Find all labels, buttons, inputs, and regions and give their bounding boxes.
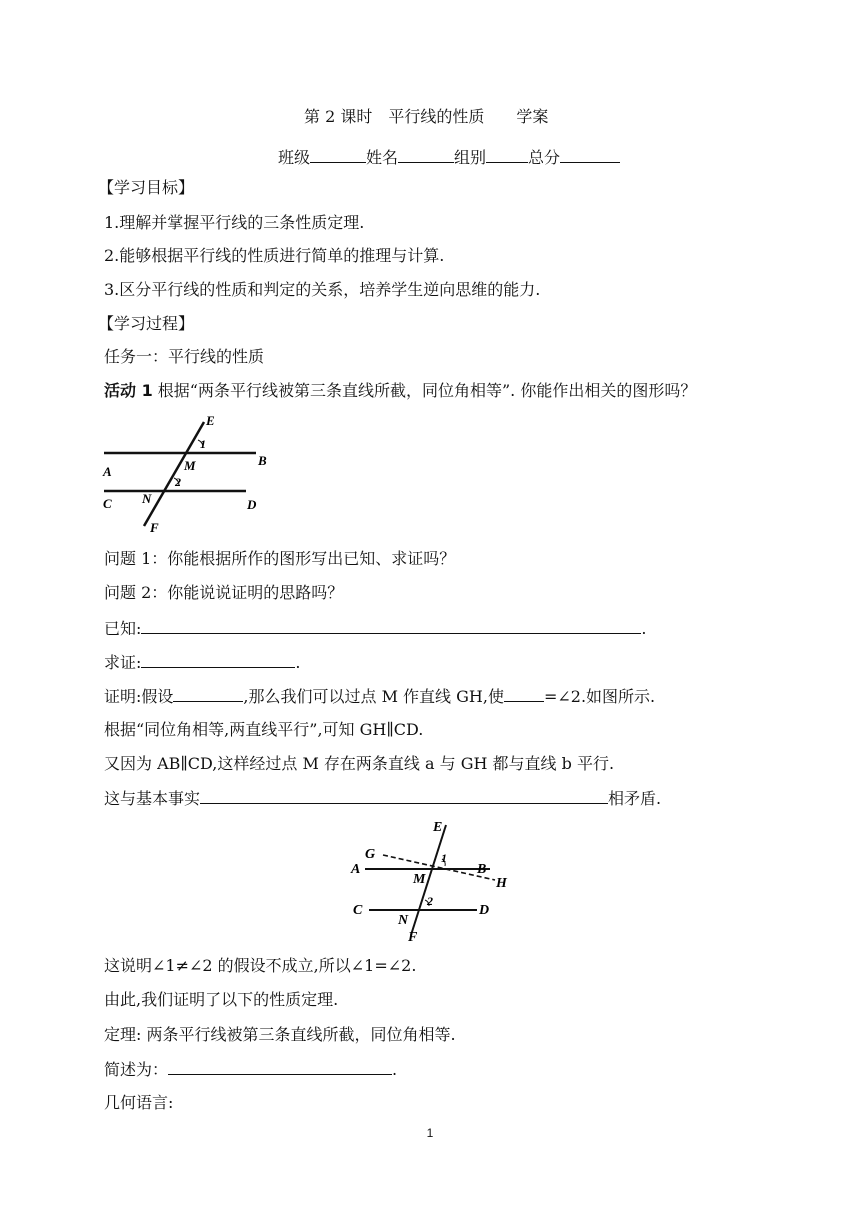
proof-line-2: 根据“同位角相等,两直线平行”,可知 GH∥CD.	[104, 720, 424, 739]
label-D2: D	[479, 903, 490, 918]
activity-label: 活动 1	[104, 381, 153, 400]
basic-fact-blank	[200, 787, 608, 804]
conclusion-line: 这说明∠1≠∠2 的假设不成立,所以∠1=∠2.	[104, 956, 417, 975]
activity-text: 根据“两条平行线被第三条直线所截，同位角相等”. 你能作出相关的图形吗？	[152, 381, 697, 400]
theorem-intro: 由此,我们证明了以下的性质定理.	[104, 990, 339, 1009]
proof-line-4	[104, 787, 661, 810]
brief-blank	[168, 1058, 392, 1075]
process-heading: 【学习过程】	[98, 314, 195, 333]
label-B2: B	[477, 862, 487, 877]
label-C: C	[103, 496, 112, 511]
label-N2: N	[398, 913, 409, 928]
prove-end: .	[295, 653, 301, 672]
label-F: F	[150, 520, 159, 535]
figure-2	[345, 815, 525, 945]
label-G2: G	[365, 847, 376, 862]
question-2: 问题 2：你能说说证明的思路吗？	[104, 583, 344, 602]
score-label: 总分	[528, 148, 561, 167]
proof-end: =∠2.如图所示.	[543, 687, 656, 706]
label-A: A	[103, 464, 112, 479]
label-2: 2	[175, 475, 181, 489]
objective-1: 1.理解并掌握平行线的三条性质定理.	[104, 213, 365, 232]
known-end: .	[641, 619, 647, 638]
label-C2: C	[353, 903, 363, 918]
angle-blank	[504, 685, 544, 702]
label-F2: F	[408, 930, 418, 945]
brief-end: .	[392, 1060, 398, 1079]
label-A2: A	[351, 862, 361, 877]
label-N: N	[142, 491, 152, 506]
known-line	[104, 617, 647, 640]
proof-line-3: 又因为 AB∥CD,这样经过点 M 存在两条直线 a 与 GH 都与直线 b 平行.	[104, 754, 615, 773]
prove-blank	[141, 651, 295, 668]
contradiction-end: 相矛盾.	[608, 789, 662, 808]
contradiction-start: 这与基本事实	[104, 789, 201, 808]
info-line	[278, 146, 620, 169]
question-1: 问题 1：你能根据所作的图形写出已知、求证吗？	[104, 549, 456, 568]
label-M: M	[184, 458, 196, 473]
class-label: 班级	[278, 148, 311, 167]
brief-line	[104, 1058, 397, 1081]
brief-label: 简述为：	[104, 1060, 169, 1079]
page-title: 第 2 课时 平行线的性质 学案	[304, 107, 549, 126]
geometry-language-label: 几何语言:	[104, 1093, 174, 1112]
label-2-2: 2	[427, 894, 433, 908]
name-blank	[398, 146, 454, 163]
objectives-heading: 【学习目标】	[98, 178, 195, 197]
label-B: B	[258, 453, 267, 468]
group-blank	[486, 146, 528, 163]
known-blank	[141, 617, 641, 634]
proof-line	[104, 685, 655, 708]
proof-mid: ,那么我们可以过点 M 作直线 GH,使	[243, 687, 504, 706]
label-D: D	[247, 497, 257, 512]
page-number: 1	[426, 1126, 434, 1140]
prove-label: 求证:	[104, 653, 142, 672]
activity-1	[104, 380, 696, 402]
label-E: E	[206, 413, 215, 428]
proof-start: 证明:假设	[104, 687, 174, 706]
label-E2: E	[433, 820, 443, 835]
group-label: 组别	[454, 148, 487, 167]
theorem-statement: 定理: 两条平行线被第三条直线所截，同位角相等.	[104, 1025, 456, 1044]
objective-3: 3.区分平行线的性质和判定的关系，培养学生逆向思维的能力.	[104, 280, 541, 299]
score-blank	[560, 146, 620, 163]
name-label: 姓名	[366, 148, 399, 167]
label-H2: H	[496, 876, 507, 891]
known-label: 已知:	[104, 619, 142, 638]
assume-blank	[173, 685, 243, 702]
label-1-2: 1	[441, 851, 447, 865]
task-1: 任务一：平行线的性质	[104, 347, 265, 366]
class-blank	[310, 146, 366, 163]
figure-1	[100, 410, 280, 535]
label-1: 1	[200, 437, 206, 451]
label-M2: M	[413, 872, 426, 887]
prove-line	[104, 651, 301, 674]
objective-2: 2.能够根据平行线的性质进行简单的推理与计算.	[104, 246, 445, 265]
